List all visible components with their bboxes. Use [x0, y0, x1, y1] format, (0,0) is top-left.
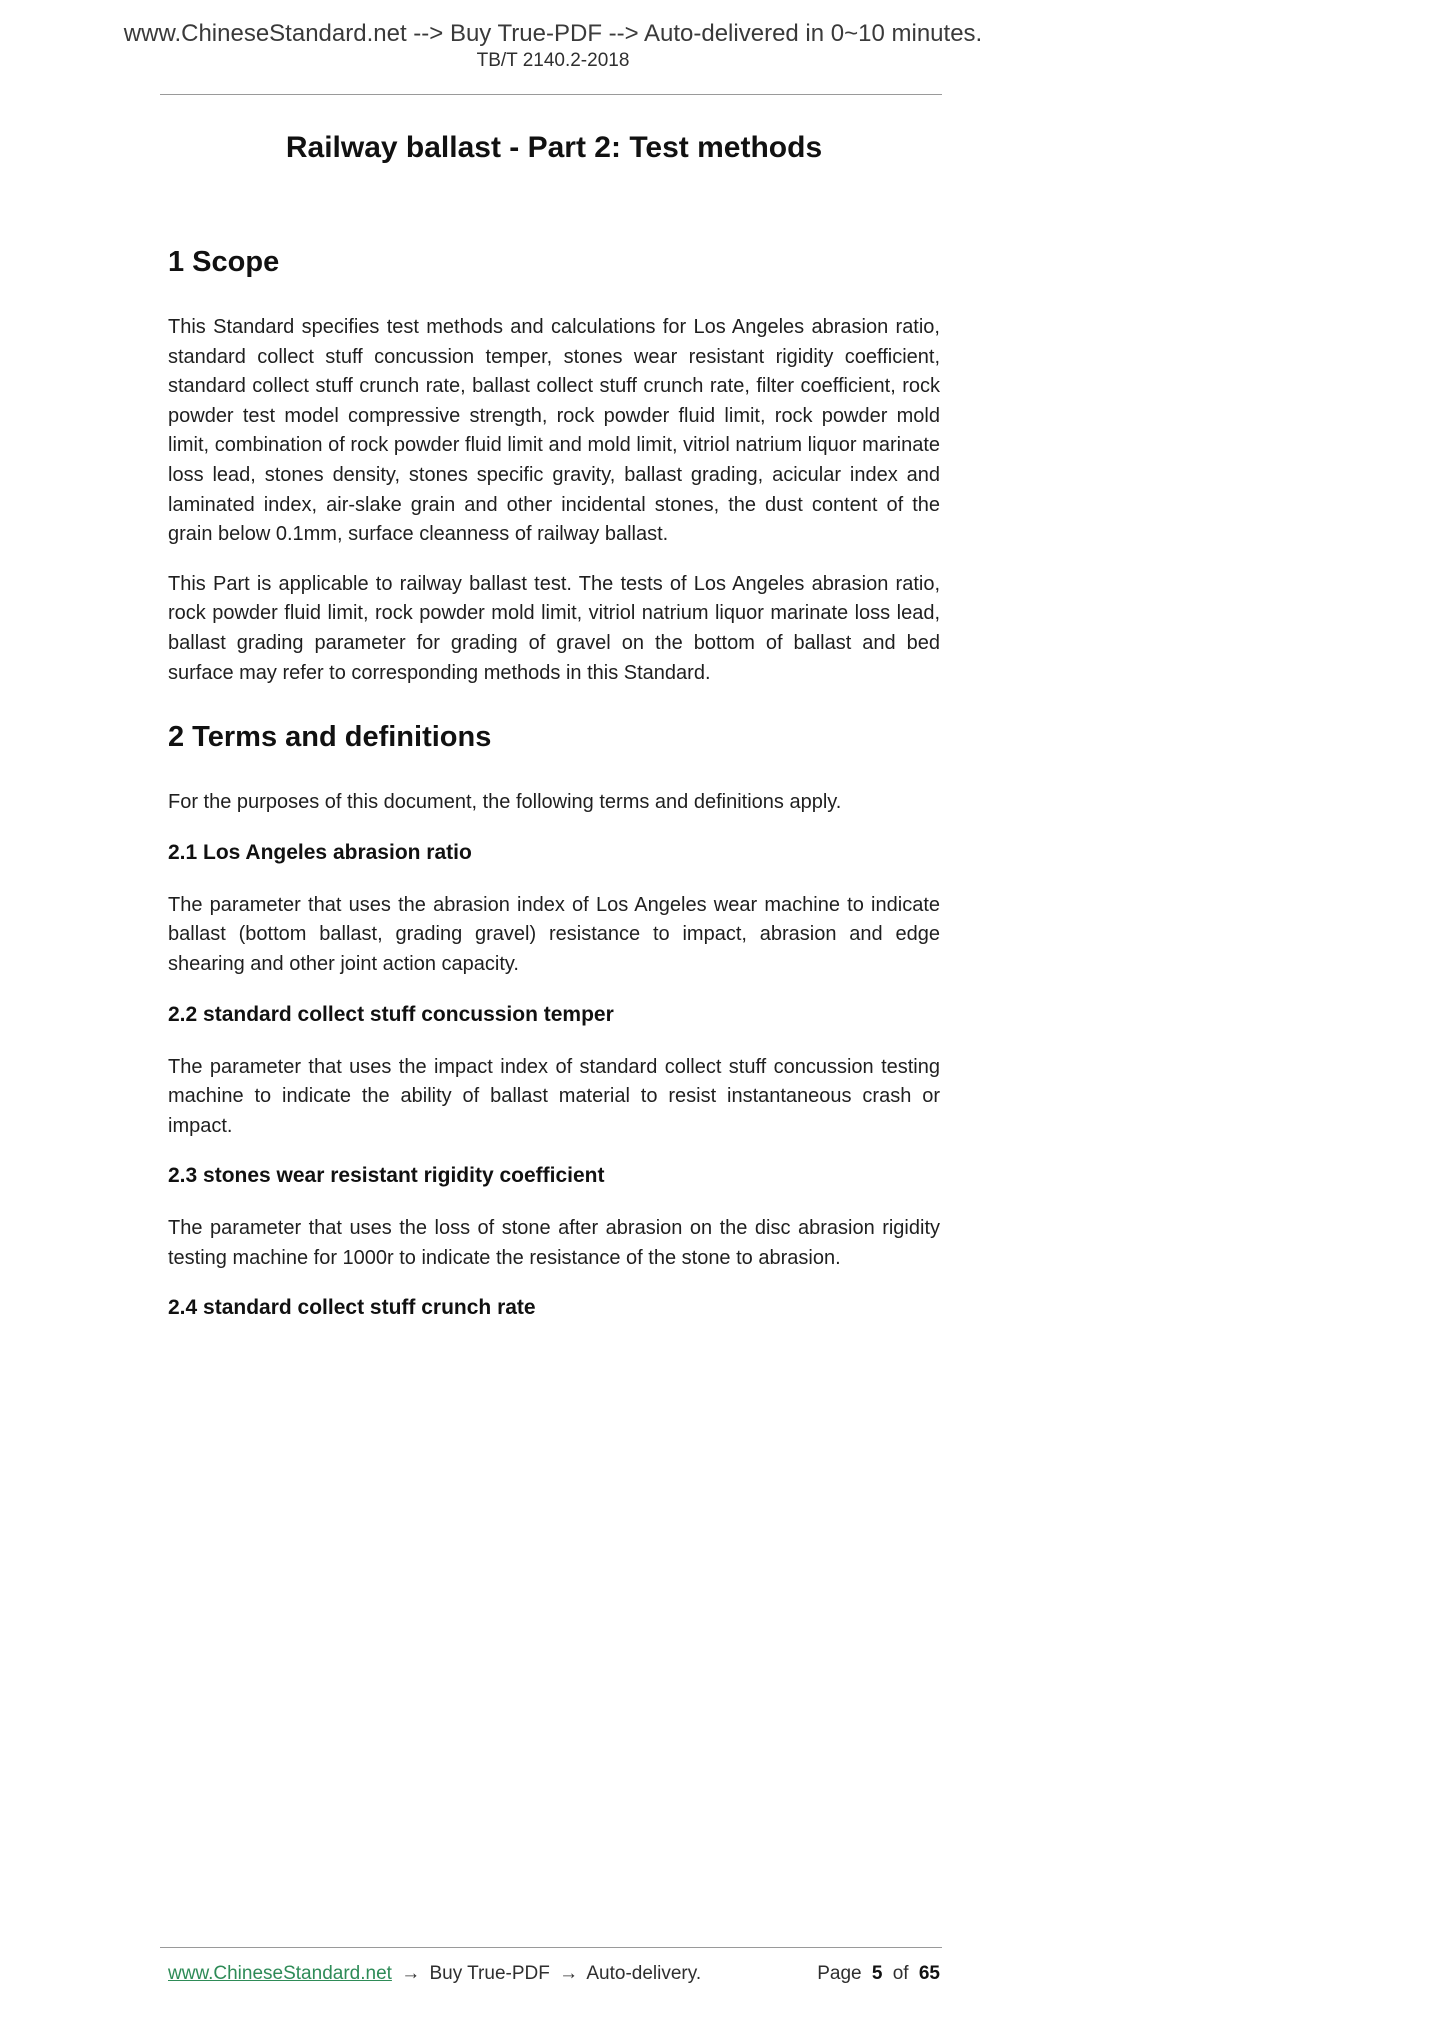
document-content	[168, 131, 940, 1320]
subsection-2-1-paragraph: The parameter that uses the abrasion index of Los Angeles wear machine to indicate ballast (bottom ballast, grading gravel) resistance to impact, abrasion and edge shearing and other joint action capacity.	[168, 893, 940, 975]
page-indicator	[812, 1963, 940, 1985]
footer-divider	[160, 1947, 942, 1948]
page-current: 5	[871, 1963, 883, 1984]
subsection-2-3-paragraph: The parameter that uses the loss of stone after abrasion on the disc abrasion rigidity testing machine for 1000r to indicate the resistance of the stone to abrasion.	[168, 1217, 940, 1269]
terms-intro-paragraph: For the purposes of this document, the following terms and definitions apply.	[168, 791, 842, 814]
header-promo-text: www.ChineseStandard.net --> Buy True-PDF --> Auto-delivered in 0~10 minutes.	[123, 20, 983, 47]
header-standard-number: TB/T 2140.2-2018	[476, 50, 630, 71]
page-total: 65	[918, 1963, 940, 1984]
footer-site-link[interactable]: www.ChineseStandard.net	[168, 1963, 392, 1984]
header-divider	[160, 94, 942, 95]
section-scope-heading: 1 Scope	[168, 246, 280, 278]
footer-row	[168, 1963, 940, 1985]
page-label: Page	[817, 1963, 862, 1984]
subsection-2-3-heading: 2.3 stones wear resistant rigidity coefficient	[168, 1164, 605, 1188]
of-label: of	[892, 1963, 909, 1984]
page-footer	[0, 1947, 1445, 1985]
scope-paragraph-2: This Part is applicable to railway ballast test. The tests of Los Angeles abrasion ratio, rock powder fluid limit, rock powder mold limit, vitriol natrium liquor marinate loss lead, ballast grading parameter for grading of gravel on the bottom of ballast and bed surface may refer to corresponding methods in this Standard.	[168, 572, 940, 684]
footer-buy-text: Buy True-PDF	[429, 1963, 550, 1984]
subsection-2-4-heading: 2.4 standard collect stuff crunch rate	[168, 1296, 536, 1320]
footer-promo	[168, 1963, 705, 1985]
footer-arrow-icon: →	[559, 1963, 579, 1984]
footer-delivery-text: Auto-delivery.	[586, 1963, 702, 1984]
subsection-2-2-paragraph: The parameter that uses the impact index of standard collect stuff concussion testing machine to indicate the ability of ballast material to resist instantaneous crash or impact.	[168, 1055, 940, 1137]
document-title: Railway ballast - Part 2: Test methods	[285, 131, 823, 164]
scope-paragraph-1: This Standard specifies test methods and calculations for Los Angeles abrasion ratio, standard collect stuff concussion temper, stones wear resistant rigidity coefficient, standard collect stuff crunch rate, ballast collect stuff crunch rate, filter coefficient, rock powder test model compressive strength, rock powder fluid limit, rock powder mold limit, combination of rock powder fluid limit and mold limit, vitriol natrium liquor marinate loss lead, stones density, stones specific gravity, ballast grading, acicular index and laminated index, air-slake grain and other incidental stones, the dust content of the grain below 0.1mm, surface cleanness of railway ballast.	[168, 316, 940, 546]
section-terms-heading: 2 Terms and definitions	[168, 721, 492, 754]
subsection-2-2-heading: 2.2 standard collect stuff concussion temper	[168, 1002, 614, 1026]
footer-arrow-icon: →	[401, 1963, 421, 1984]
page-header	[0, 0, 1106, 72]
subsection-2-1-heading: 2.1 Los Angeles abrasion ratio	[168, 840, 472, 864]
